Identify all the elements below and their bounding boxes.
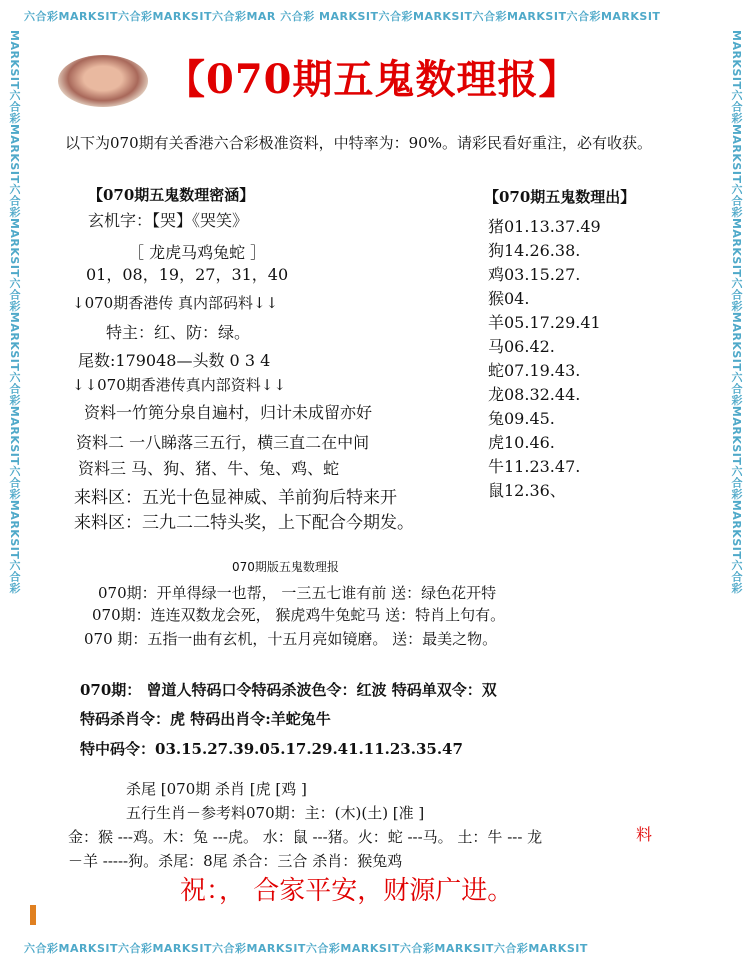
secret-heading: 【070期五鬼数理密涵】 xyxy=(88,186,255,204)
zodiac-number-list xyxy=(488,215,601,503)
list-item: 兔09.45. xyxy=(488,409,555,428)
kill-line-2: 五行生肖－参考料070期：主：(木)(土) [准 ] xyxy=(126,804,425,822)
portrait-photo xyxy=(58,55,148,107)
list-item: 狗14.26.38. xyxy=(488,241,581,260)
page-title: 【070期五鬼数理报】 xyxy=(165,56,580,103)
special-color: 特主：红、防：绿。 xyxy=(106,323,251,342)
zodiac-group: ［ 龙虎马鸡兔蛇 ］ xyxy=(128,243,267,262)
border-watermark-left: MARKSIT六合彩MARKSIT六合彩MARKSIT六合彩MARKSIT六合彩MARKSIT六合彩MARKSIT六合彩 xyxy=(8,30,21,594)
source-line-1: 来料区：五光十色显神威、羊前狗后特来开 xyxy=(74,488,397,508)
kill-line-3: 金：猴 ---鸡。木：兔 ---虎。 水：鼠 ---猪。火：蛇 ---马。 土：牛 --- 龙 xyxy=(68,828,543,846)
source-line-2: 来料区：三九二二特头奖，上下配合今期发。 xyxy=(74,513,414,533)
data-line-3: 资料三 马、狗、猪、牛、兔、鸡、蛇 xyxy=(78,459,340,478)
poem-line-2: 070期：连连双数龙会死， 猴虎鸡牛兔蛇马 送：特肖上句有。 xyxy=(92,606,506,624)
kill-line-4: －羊 -----狗。杀尾：8尾 杀合：三合 杀肖：猴兔鸡 xyxy=(68,852,403,870)
order-line-1: 070期： 曾道人特码口令特码杀波色令：红波 特码单双令：双 xyxy=(80,681,497,699)
output-heading: 【070期五鬼数理出】 xyxy=(484,188,636,206)
list-item: 猪01.13.37.49 xyxy=(488,217,601,236)
kill-line-1: 杀尾 [070期 杀肖 [虎 [鸡 ] xyxy=(126,780,307,798)
list-item: 鼠12.36、 xyxy=(488,481,566,500)
tail-numbers: 尾数:179048—头数 0 3 4 xyxy=(78,351,271,370)
hk-data-heading: ↓↓070期香港传真内部资料↓↓ xyxy=(72,376,286,394)
list-item: 马06.42. xyxy=(488,337,555,356)
data-line-1: 资料一竹篼分泉自遍村，归计未成留亦好 xyxy=(84,403,373,422)
blessing-text: 祝：， 合家平安，财源广进。 xyxy=(180,876,514,906)
poem-line-3: 070 期：五指一曲有玄机，十五月亮如镜磨。 送：最美之物。 xyxy=(84,630,498,648)
list-item: 牛11.23.47. xyxy=(488,457,581,476)
intro-paragraph: 以下为070期有关香港六合彩极准资料，中特率为：90%。请彩民看好重注，必有收获。 xyxy=(65,134,652,152)
list-item: 羊05.17.29.41 xyxy=(488,313,601,332)
border-watermark-right: MARKSIT六合彩MARKSIT六合彩MARKSIT六合彩MARKSIT六合彩MARKSIT六合彩MARKSIT六合彩 xyxy=(730,30,743,594)
number-group: 01，08，19，27，31，40 xyxy=(86,265,289,284)
corner-mark xyxy=(30,905,36,925)
list-item: 蛇07.19.43. xyxy=(488,361,581,380)
list-item: 猴04. xyxy=(488,289,530,308)
list-item: 虎10.46. xyxy=(488,433,555,452)
list-item: 鸡03.15.27. xyxy=(488,265,581,284)
list-item: 龙08.32.44. xyxy=(488,385,581,404)
riddle-text: 玄机字：【哭】《哭笑》 xyxy=(88,211,249,230)
order-line-3: 特中码令：03.15.27.39.05.17.29.41.11.23.35.47 xyxy=(80,740,463,758)
poem-heading: 070期版五鬼数理报 xyxy=(232,560,339,574)
order-line-2: 特码杀肖令：虎 特码出肖令:羊蛇兔牛 xyxy=(80,710,331,728)
border-watermark-bottom: 六合彩MARKSIT六合彩MARKSIT六合彩MARKSIT六合彩MARKSIT六合彩MARKSIT六合彩MARKSIT xyxy=(24,942,588,955)
red-stamp: 料 xyxy=(636,825,653,844)
border-watermark-top: 六合彩MARKSIT六合彩MARKSIT六合彩MAR 六合彩 MARKSIT六合彩MARKSIT六合彩MARKSIT六合彩MARKSIT xyxy=(24,10,661,23)
poem-line-1: 070期：开单得绿一也帮， 一三五七谁有前 送：绿色花开特 xyxy=(98,584,497,602)
hk-code-heading: ↓070期香港传 真内部码料↓↓ xyxy=(72,294,279,312)
data-line-2: 资料二 一八睇落三五行，横三直二在中间 xyxy=(76,433,370,452)
